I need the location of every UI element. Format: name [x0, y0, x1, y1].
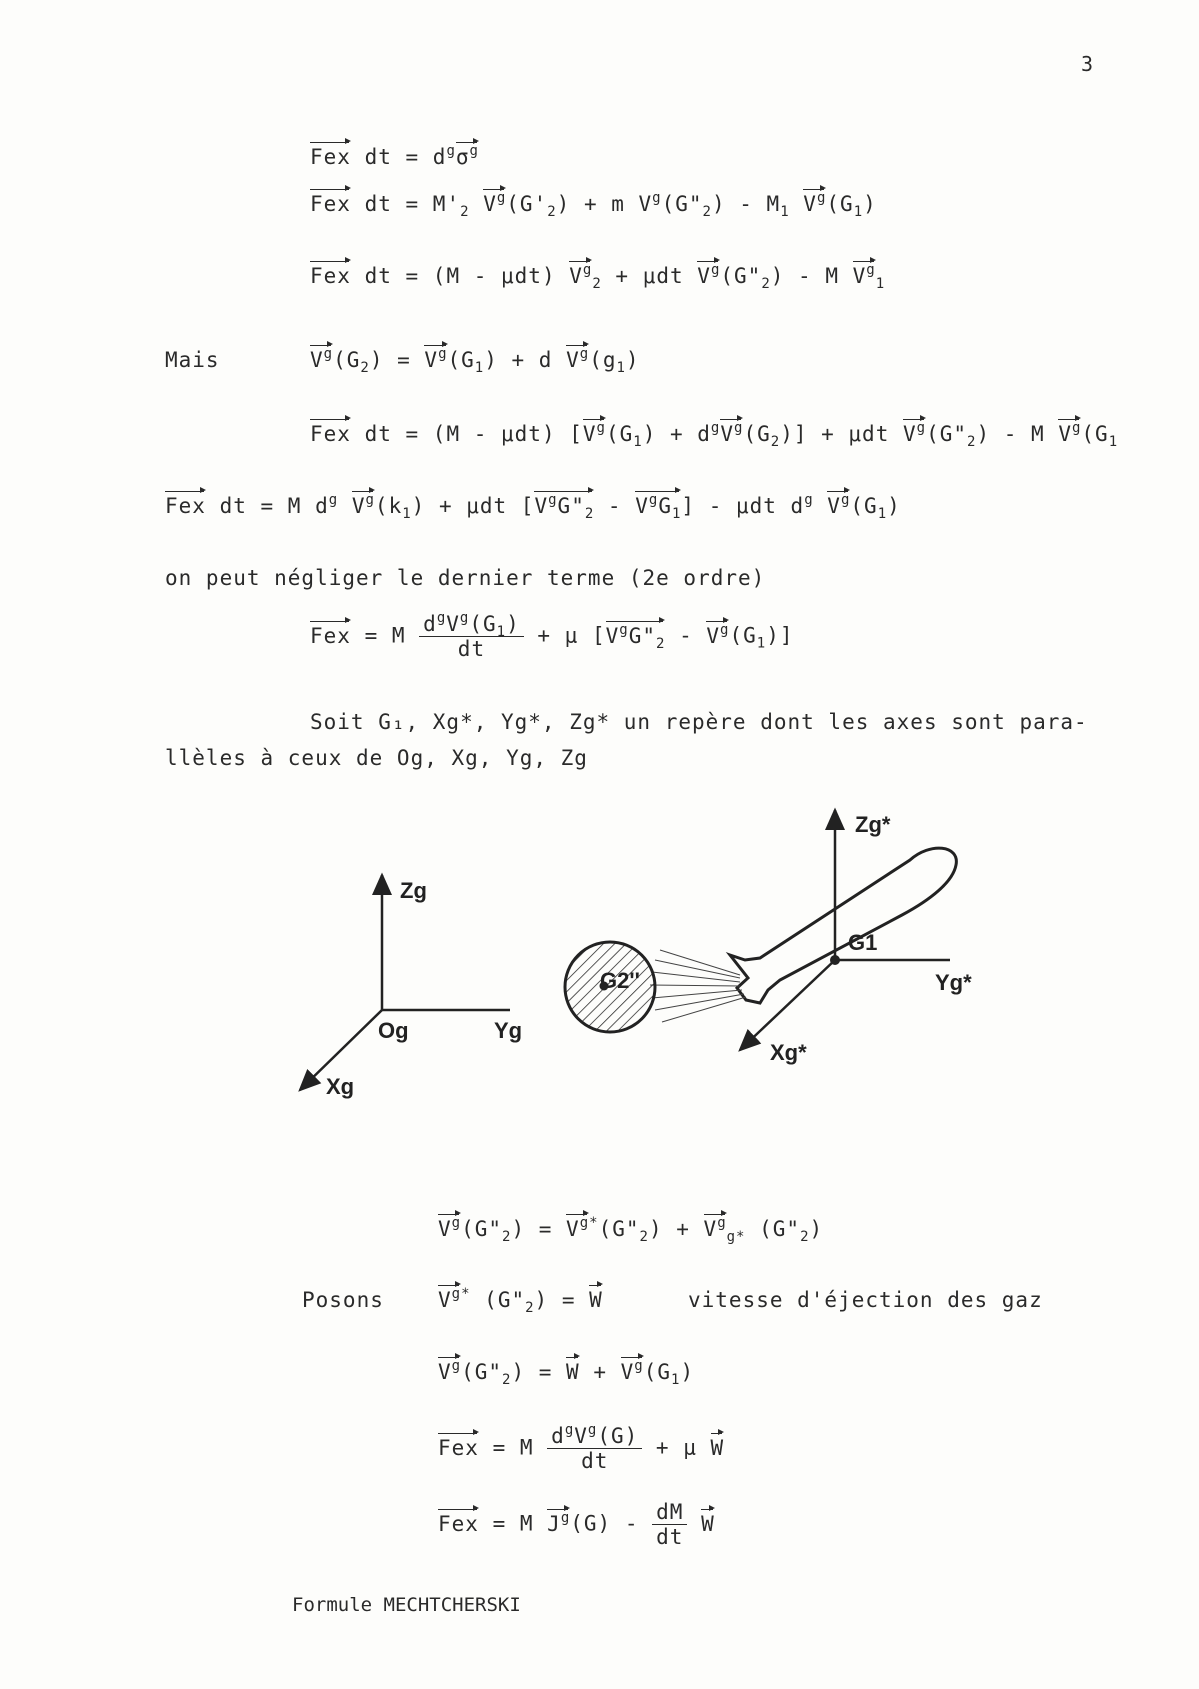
equation-1: Fex dt = $d^g\sigma^g$	[310, 143, 479, 169]
zg-label: Zg	[400, 878, 427, 903]
equation-6: Fex dt = M $d^g$ $V^g(k_1) + \mu dt$ $[V^gG"_2 - V^gG_1]$ - μdt $d^g$ $V^g(G_1)$	[165, 492, 901, 522]
equation-5: Fex dt = (M - μdt) $[V^g(G_1) + d^gV^g(G_2)] + \mu dt$ $V^g(G"_2)$ - M $V^g(G_1$	[310, 420, 1119, 450]
formule-caption: Formule MECHTCHERSKI	[292, 1594, 521, 1616]
page-number: 3	[1080, 52, 1093, 76]
equation-2: Fex dt = $M'_2$ $V^g(G'_2) + m$ $V^g(G"_2) - M_1$ $V^g(G_1)$	[310, 190, 877, 220]
g1-label: G1	[848, 930, 878, 955]
zg-star-label: Zg*	[855, 812, 891, 837]
equation-12: Fex = M $J^g(G)$ - $\frac{dM}{dt}$ W	[438, 1500, 715, 1549]
vitesse-text: vitesse d'éjection des gaz	[688, 1288, 1043, 1312]
equation-10: $V^g(G"_2) = W + V^g(G_1)$	[438, 1358, 695, 1388]
soit-line-2: llèles à ceux de Og, Xg, Yg, Zg	[165, 746, 588, 770]
yg-star-label: Yg*	[935, 970, 972, 995]
soit-line-1: Soit G₁, Xg*, Yg*, Zg* un repère dont les axes sont para-	[310, 710, 1088, 734]
equation-7: Fex = M $\frac{d^gV^g(G_1)}{dt}$ + μ $[V^gG"_2 - V^g(G_1)]$	[310, 610, 794, 661]
xg-star-label: Xg*	[770, 1040, 807, 1065]
xg-label: Xg	[326, 1074, 355, 1099]
mais-label: Mais	[165, 348, 220, 372]
equation-3: Fex dt = (M - μdt) $V^g_2 + \mu dt$ $V^g(G"_2)$ - M $V^g_1$	[310, 262, 886, 292]
equation-9: $V^{g*}$ $(G"_2) = W$	[438, 1286, 603, 1316]
posons-label: Posons	[302, 1288, 384, 1312]
gas-sphere	[565, 942, 655, 1032]
exhaust-plume	[650, 950, 746, 1022]
moving-frame	[600, 810, 972, 1065]
yg-label: Yg	[494, 1018, 523, 1043]
rocket	[730, 848, 956, 1003]
equation-8: $V^g(G"_2)$ = $V^{g*}(G"_2) + V^g_{g*}$ $(G"_2)$	[438, 1215, 824, 1245]
equation-11: Fex = M $\frac{d^gV^g(G)}{dt}$ + μ W	[438, 1422, 725, 1473]
equation-4: $V^g(G_2) = V^g(G_1) + d$ $V^g(g_1)$	[310, 346, 640, 376]
og-label: Og	[378, 1018, 409, 1043]
negliger-text: on peut négliger le dernier terme (2e ordre)	[165, 566, 766, 590]
reference-frames-diagram	[270, 790, 990, 1120]
fixed-frame	[300, 875, 522, 1099]
